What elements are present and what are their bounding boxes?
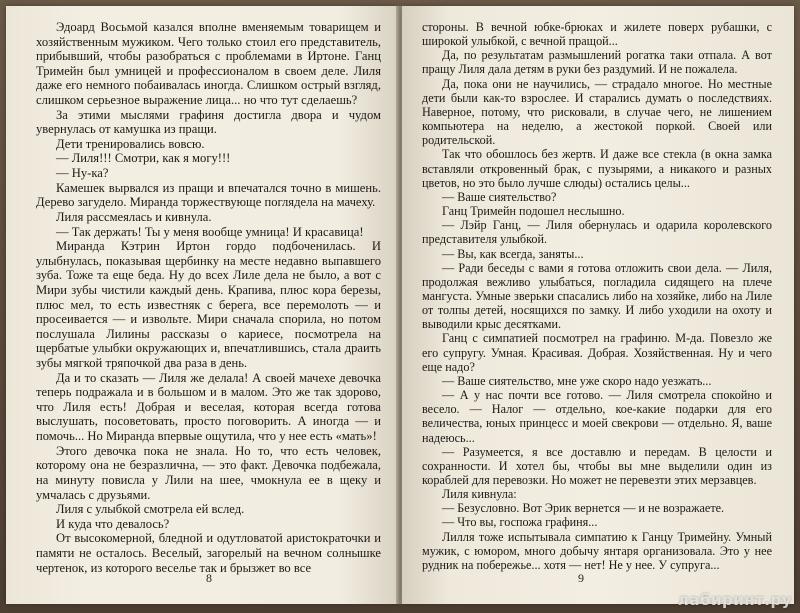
paragraph: Ганц Тримейн подошел неслышно. xyxy=(442,204,625,219)
paragraph: Ганц с симпатией посмотрел на графиню. М-да. Повезло же его супругу. Умная. Красивая. Добрая. Хозяйственная. Ну и чего еще надо? xyxy=(422,331,772,374)
paragraph: — Так держать! Ты у меня вообще умница! И красавица! xyxy=(56,224,364,239)
paragraph: Лилля тоже испытывала симпатию к Ганцу Тримейну. Умный мужик, с юмором, много добычу янтаря организовала. Это у нее рудник на побережье... хотя — нет! Не у нее. У супруга... xyxy=(422,529,772,572)
paragraph: Лиля с улыбкой смотрела ей вслед. xyxy=(56,502,245,517)
paragraph: Да и то сказать — Лиля же делала! А своей мачехе девочка теперь подражала и в большом и в малом. Это же так здорово, что Лиля есть! Добрая и веселая, которая всегда готова выслушать, посоветовать, просто поговорить. А иногда — и помочь... Но Миранда впервые ощутила, что у нее есть «мать»! xyxy=(36,370,381,444)
left-page-text xyxy=(36,20,381,575)
paragraph: И куда что девалось? xyxy=(56,516,170,531)
paragraph: Лиля рассмеялась и кивнула. xyxy=(56,209,212,224)
paragraph: — Ваше сиятельство? xyxy=(442,189,557,204)
right-page xyxy=(402,6,794,604)
paragraph: — Ваше сиятельство, мне уже скоро надо уезжать... xyxy=(442,373,712,388)
page-number-left: 8 xyxy=(206,571,212,585)
paragraph: — Безусловно. Вот Эрик вернется — и не возражаете. xyxy=(442,501,725,516)
paragraph: — Лиля!!! Смотри, как я могу!!! xyxy=(56,151,231,166)
paragraph: Да, пока они не научились, — страдало многое. Но местные дети были как-то взрослее. И старались думать о последствиях. Наверное, потому, что рисковали, в случае чего, не лишением компьютера на неделю, а жестокой поркой. Своей или родительской. xyxy=(422,76,772,148)
paragraph: Так что обошлось без жертв. И даже все стекла (в окна замка вставляли откровенный брак, с пузырями, а никакого и разных цветов, но это было лучше слюды) остались целы... xyxy=(422,147,772,190)
paragraph: стороны. В вечной юбке-брюках и жилете поверх рубашки, с широкой улыбкой, с вечной пращой... xyxy=(422,20,772,49)
paragraph: За этими мыслями графиня достигла двора и чудом увернулась от камушка из пращи. xyxy=(36,107,381,137)
page-number-right: 9 xyxy=(578,571,584,585)
paragraph: — Вы, как всегда, заняты... xyxy=(442,246,584,261)
paragraph: От высокомерной, бледной и одутловатой аристократочки и памяти не осталось. Веселый, загорелый на вечном солнышке чертенок, из которого веселье так и брызжет во все xyxy=(36,531,381,575)
paragraph: Миранда Кэтрин Иртон гордо подбоченилась. И улыбнулась, показывая щербинку на месте недавно выпавшего зуба. Тоже та еще беда. Ну до всех Лиле дела не было, а вот с Мири зубы чистили каждый день. Крапива, плюс кора березы, плюс мел, то есть известняк с берега, все перемолоть — и просеивается — и извольте. Мири сначала спорила, но потом послушала Лилины рассказы о кариесе, посмотрела на щербатые улыбки окружающих и, впечатлившись, стала драить зубы мягкой тряпочкой два раза в день. xyxy=(36,239,381,371)
paragraph: — Разумеется, я все доставлю и передам. В целости и сохранности. И хотел бы, чтобы вы мне выделили один из кораблей для перевозки. Но может не перевезти этих мерзавцев. xyxy=(422,444,772,487)
watermark-logo: лабиринт.ру xyxy=(677,591,792,609)
paragraph: Да, по результатам размышлений рогатка таки отпала. А вот пращу Лиля дала детям в руки без раздумий. И не пожалела. xyxy=(422,48,772,77)
paragraph: Лиля кивнула: xyxy=(442,487,517,502)
right-page-text xyxy=(422,20,772,572)
paragraph: — Ну-ка? xyxy=(56,166,109,181)
paragraph: — Лэйр Ганц, — Лиля обернулась и одарила королевского представителя улыбкой. xyxy=(422,218,772,247)
paragraph: Дети тренировались вовсю. xyxy=(56,136,205,151)
paragraph: — А у нас почти все готово. — Лиля смотрела спокойно и весело. — Налог — отдельно, кое-какие подарки для его величества, юных принцесс и моей свекрови — отдельно. Я, ваше надеюсь... xyxy=(422,388,772,445)
left-page xyxy=(6,6,398,604)
paragraph: Эдоард Восьмой казался вполне вменяемым товарищем и хозяйственным мужиком. Чего только стоил его представитель, прибывший, чтобы разобраться с проблемами в Иртоне. Ганц Тримейн был умницей и профессионалом в своем деле. Лиля даже его немного побаивалась иногда. Слишком острый взгляд, слишком серьезное выражение лица... но что тут сделаешь? xyxy=(36,20,381,108)
paragraph: Камешек вырвался из пращи и впечатался точно в мишень. Дерево загудело. Миранда торжествующе поглядела на мачеху. xyxy=(36,180,381,210)
paragraph: — Что вы, госпожа графиня... xyxy=(442,515,598,530)
paragraph: Этого девочка пока не знала. Но то, что есть человек, которому она не безразлична, — это факт. Девочка подбежала, на минуту повисла у Лили на шее, чмокнула ее в щеку и умчалась с друзьями. xyxy=(36,443,381,502)
paragraph: — Ради беседы с вами я готова отложить свои дела. — Лиля, продолжая вежливо улыбаться, погладила сидящего на плече мангуста. Умные зверьки спасались либо на хозяйке, либо на Лиле от толпы детей, носящихся по замку. И либо уходили на охоту и выводили крыс десятками. xyxy=(422,260,772,332)
